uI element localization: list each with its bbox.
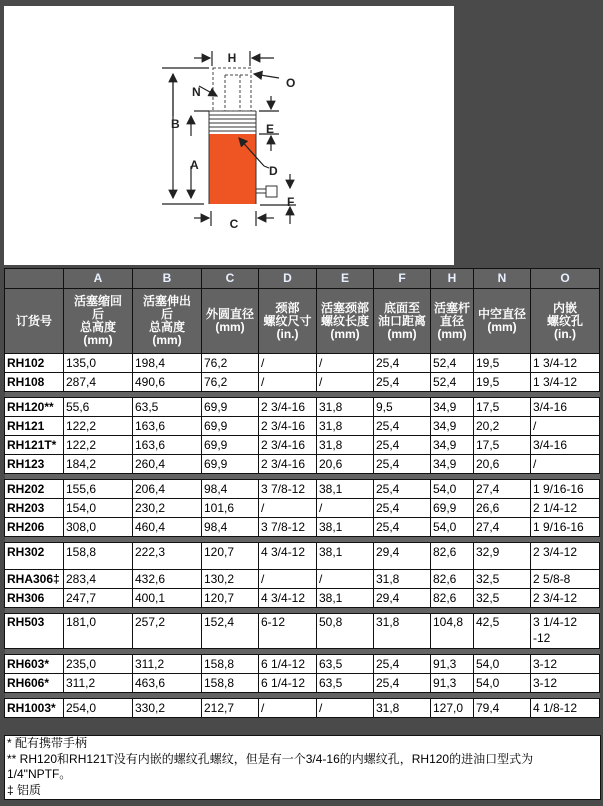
- value-cell: 52,4: [431, 354, 474, 373]
- value-cell: 257,2: [133, 614, 202, 649]
- value-cell: 54,0: [431, 518, 474, 537]
- value-cell: 20,6: [474, 455, 531, 474]
- value-cell: 311,2: [64, 674, 133, 693]
- table-row: [5, 398, 600, 417]
- value-cell: 29,4: [374, 589, 431, 608]
- value-cell: 184,2: [64, 455, 133, 474]
- value-cell: 127,0: [431, 699, 474, 718]
- value-cell: 247,7: [64, 589, 133, 608]
- label-f: F: [287, 195, 295, 209]
- value-cell: 3 1/4-12 -12: [531, 614, 600, 649]
- table-row: [5, 436, 600, 455]
- value-cell: 158,8: [64, 543, 133, 570]
- value-cell: 42,5: [474, 614, 531, 649]
- value-cell: 79,4: [474, 699, 531, 718]
- value-cell: 2 3/4-12: [531, 589, 600, 608]
- value-cell: 9,5: [374, 398, 431, 417]
- value-cell: 38,1: [317, 480, 374, 499]
- value-cell: /: [259, 499, 317, 518]
- model-cell: RH306: [5, 589, 64, 608]
- model-cell: RH203: [5, 499, 64, 518]
- value-cell: 311,2: [133, 655, 202, 674]
- value-cell: 158,8: [202, 674, 259, 693]
- col-letter: F: [374, 269, 431, 289]
- value-cell: /: [259, 373, 317, 392]
- value-cell: 27,4: [474, 480, 531, 499]
- value-cell: 3-12: [531, 674, 600, 693]
- value-cell: 25,4: [374, 417, 431, 436]
- value-cell: 31,8: [317, 417, 374, 436]
- value-cell: 2 3/4-16: [259, 398, 317, 417]
- table-row: [5, 543, 600, 570]
- value-cell: 1 9/16-16: [531, 518, 600, 537]
- footnote: ** RH120和RH121T没有内嵌的螺纹孔螺纹，但是有一个3/4-16的内螺纹孔，RH120的进油口型式为: [7, 751, 534, 766]
- model-cell: RH606*: [5, 674, 64, 693]
- model-cell: RH1003*: [5, 699, 64, 718]
- table-row: [5, 480, 600, 499]
- value-cell: 206,4: [133, 480, 202, 499]
- col-letter: N: [474, 269, 531, 289]
- header-order-no: 订货号: [5, 289, 64, 354]
- model-cell: RH206: [5, 518, 64, 537]
- table-row: [5, 655, 600, 674]
- value-cell: 120,7: [202, 589, 259, 608]
- header-retracted-height: 活塞缩回 后 总高度 (mm): [64, 289, 133, 354]
- col-letter: O: [531, 269, 600, 289]
- value-cell: 4 3/4-12: [259, 589, 317, 608]
- value-cell: 20,2: [474, 417, 531, 436]
- value-cell: 181,0: [64, 614, 133, 649]
- footnote: ‡ 铝质: [7, 782, 42, 797]
- model-cell: RH121T*: [5, 436, 64, 455]
- table-row: [5, 614, 600, 649]
- header-inner-thread: 内嵌 螺纹孔 (in.): [531, 289, 600, 354]
- table-row: [5, 417, 600, 436]
- value-cell: 82,6: [431, 589, 474, 608]
- value-cell: 54,0: [431, 480, 474, 499]
- header-rod-diameter: 活塞杆 直径 (mm): [431, 289, 474, 354]
- value-cell: 460,4: [133, 518, 202, 537]
- label-c: C: [229, 217, 239, 231]
- value-cell: 463,6: [133, 674, 202, 693]
- value-cell: 98,4: [202, 518, 259, 537]
- value-cell: 69,9: [202, 398, 259, 417]
- value-cell: 98,4: [202, 480, 259, 499]
- value-cell: 3 7/8-12: [259, 518, 317, 537]
- value-cell: 230,2: [133, 499, 202, 518]
- value-cell: 19,5: [474, 354, 531, 373]
- model-cell: RH603*: [5, 655, 64, 674]
- table-row: [5, 570, 600, 589]
- value-cell: 69,9: [202, 436, 259, 455]
- col-letter: C: [202, 269, 259, 289]
- value-cell: 3/4-16: [531, 436, 600, 455]
- model-cell: RH120**: [5, 398, 64, 417]
- value-cell: 17,5: [474, 436, 531, 455]
- label-b: B: [171, 117, 180, 131]
- description-header-row: [5, 289, 600, 354]
- value-cell: 38,1: [317, 589, 374, 608]
- value-cell: 38,1: [317, 518, 374, 537]
- value-cell: 3-12: [531, 655, 600, 674]
- value-cell: 76,2: [202, 373, 259, 392]
- value-cell: 25,4: [374, 354, 431, 373]
- value-cell: 17,5: [474, 398, 531, 417]
- value-cell: 82,6: [431, 570, 474, 589]
- value-cell: /: [317, 699, 374, 718]
- col-letter: D: [259, 269, 317, 289]
- value-cell: 25,4: [374, 499, 431, 518]
- value-cell: 69,9: [202, 417, 259, 436]
- value-cell: 155,6: [64, 480, 133, 499]
- model-cell: RH202: [5, 480, 64, 499]
- value-cell: 31,8: [317, 436, 374, 455]
- header-base-to-port: 底面至 油口距离 (mm): [374, 289, 431, 354]
- col-letter: E: [317, 269, 374, 289]
- value-cell: 222,3: [133, 543, 202, 570]
- table-row: [5, 373, 600, 392]
- value-cell: 29,4: [374, 543, 431, 570]
- value-cell: 4 3/4-12: [259, 543, 317, 570]
- footnote: 1/4"NPTF。: [7, 767, 72, 781]
- value-cell: 27,4: [474, 518, 531, 537]
- model-cell: RH503: [5, 614, 64, 649]
- header-neck-thread-length: 活塞颈部 螺纹长度 (mm): [317, 289, 374, 354]
- value-cell: 2 3/4-16: [259, 436, 317, 455]
- value-cell: 34,9: [431, 398, 474, 417]
- col-letter: [5, 269, 64, 289]
- value-cell: 6 1/4-12: [259, 674, 317, 693]
- table-row: [5, 589, 600, 608]
- value-cell: 6-12: [259, 614, 317, 649]
- value-cell: 3 7/8-12: [259, 480, 317, 499]
- footnote: * 配有携带手柄: [7, 736, 88, 750]
- col-letter: A: [64, 269, 133, 289]
- value-cell: 25,4: [374, 655, 431, 674]
- label-e: E: [266, 122, 275, 136]
- value-cell: 76,2: [202, 354, 259, 373]
- value-cell: 31,8: [374, 699, 431, 718]
- value-cell: /: [317, 570, 374, 589]
- value-cell: 82,6: [431, 543, 474, 570]
- value-cell: 31,8: [374, 570, 431, 589]
- label-a: A: [190, 158, 199, 172]
- value-cell: 120,7: [202, 543, 259, 570]
- model-cell: RH123: [5, 455, 64, 474]
- model-cell: RH302: [5, 543, 64, 570]
- value-cell: 63,5: [133, 398, 202, 417]
- header-outer-diameter: 外圆直径 (mm): [202, 289, 259, 354]
- value-cell: 54,0: [474, 674, 531, 693]
- value-cell: 20,6: [317, 455, 374, 474]
- value-cell: 2 3/4-16: [259, 417, 317, 436]
- value-cell: 152,4: [202, 614, 259, 649]
- value-cell: 198,4: [133, 354, 202, 373]
- model-cell: RH102: [5, 354, 64, 373]
- value-cell: 308,0: [64, 518, 133, 537]
- diagram-svg: [4, 6, 454, 265]
- value-cell: 1 9/16-16: [531, 480, 600, 499]
- value-cell: 25,4: [374, 518, 431, 537]
- value-cell: 122,2: [64, 417, 133, 436]
- value-cell: 91,3: [431, 674, 474, 693]
- value-cell: 163,6: [133, 417, 202, 436]
- value-cell: 50,8: [317, 614, 374, 649]
- label-n: N: [192, 85, 201, 99]
- table-row: [5, 699, 600, 718]
- value-cell: 235,0: [64, 655, 133, 674]
- letter-header-row: [5, 269, 600, 289]
- value-cell: 25,4: [374, 674, 431, 693]
- table-row: [5, 499, 600, 518]
- value-cell: 4 1/8-12: [531, 699, 600, 718]
- value-cell: 104,8: [431, 614, 474, 649]
- table-row: [5, 354, 600, 373]
- value-cell: 2 3/4-16: [259, 455, 317, 474]
- value-cell: /: [317, 499, 374, 518]
- label-d: D: [269, 164, 278, 178]
- value-cell: 163,6: [133, 436, 202, 455]
- value-cell: 25,4: [374, 373, 431, 392]
- value-cell: 25,4: [374, 436, 431, 455]
- value-cell: 400,1: [133, 589, 202, 608]
- header-hollow-diameter: 中空直径 (mm): [474, 289, 531, 354]
- value-cell: 260,4: [133, 455, 202, 474]
- label-h: H: [227, 51, 237, 65]
- cylinder-spec-table: [4, 268, 600, 718]
- value-cell: 25,4: [374, 480, 431, 499]
- value-cell: 63,5: [317, 674, 374, 693]
- value-cell: /: [259, 354, 317, 373]
- value-cell: 34,9: [431, 417, 474, 436]
- value-cell: 101,6: [202, 499, 259, 518]
- header-extended-height: 活塞伸出 后 总高度 (mm): [133, 289, 202, 354]
- value-cell: /: [317, 354, 374, 373]
- value-cell: 6 1/4-12: [259, 655, 317, 674]
- value-cell: 490,6: [133, 373, 202, 392]
- value-cell: 2 5/8-8: [531, 570, 600, 589]
- value-cell: 158,8: [202, 655, 259, 674]
- value-cell: 32,9: [474, 543, 531, 570]
- value-cell: 254,0: [64, 699, 133, 718]
- footnotes: [4, 735, 601, 800]
- table-row: [5, 674, 600, 693]
- value-cell: 2 3/4-12: [531, 543, 600, 570]
- value-cell: 38,1: [317, 543, 374, 570]
- value-cell: /: [317, 373, 374, 392]
- model-cell: RH121: [5, 417, 64, 436]
- value-cell: 283,4: [64, 570, 133, 589]
- value-cell: 91,3: [431, 655, 474, 674]
- value-cell: 135,0: [64, 354, 133, 373]
- value-cell: 122,2: [64, 436, 133, 455]
- value-cell: 26,6: [474, 499, 531, 518]
- value-cell: 2 1/4-12: [531, 499, 600, 518]
- value-cell: 432,6: [133, 570, 202, 589]
- table-body: [5, 354, 600, 718]
- value-cell: /: [531, 417, 600, 436]
- value-cell: 25,4: [374, 455, 431, 474]
- value-cell: 3/4-16: [531, 398, 600, 417]
- table-row: [5, 455, 600, 474]
- model-cell: RH108: [5, 373, 64, 392]
- cylinder-body: [209, 134, 256, 204]
- header-neck-thread-size: 颈部 螺纹尺寸 (in.): [259, 289, 317, 354]
- value-cell: 32,5: [474, 589, 531, 608]
- model-cell: RHA306‡: [5, 570, 64, 589]
- label-o: O: [286, 76, 296, 90]
- value-cell: 32,5: [474, 570, 531, 589]
- col-letter: B: [133, 269, 202, 289]
- value-cell: 55,6: [64, 398, 133, 417]
- value-cell: 212,7: [202, 699, 259, 718]
- value-cell: 330,2: [133, 699, 202, 718]
- value-cell: 1 3/4-12: [531, 373, 600, 392]
- value-cell: /: [531, 455, 600, 474]
- value-cell: /: [259, 570, 317, 589]
- value-cell: 287,4: [64, 373, 133, 392]
- table-row: [5, 518, 600, 537]
- value-cell: 31,8: [374, 614, 431, 649]
- value-cell: 52,4: [431, 373, 474, 392]
- value-cell: 31,8: [317, 398, 374, 417]
- value-cell: 130,2: [202, 570, 259, 589]
- cylinder-dimension-diagram: [4, 6, 454, 265]
- value-cell: 69,9: [431, 499, 474, 518]
- value-cell: 19,5: [474, 373, 531, 392]
- col-letter: H: [431, 269, 474, 289]
- value-cell: 34,9: [431, 436, 474, 455]
- value-cell: 69,9: [202, 455, 259, 474]
- value-cell: 1 3/4-12: [531, 354, 600, 373]
- value-cell: 154,0: [64, 499, 133, 518]
- value-cell: 63,5: [317, 655, 374, 674]
- value-cell: 34,9: [431, 455, 474, 474]
- value-cell: /: [259, 699, 317, 718]
- value-cell: 54,0: [474, 655, 531, 674]
